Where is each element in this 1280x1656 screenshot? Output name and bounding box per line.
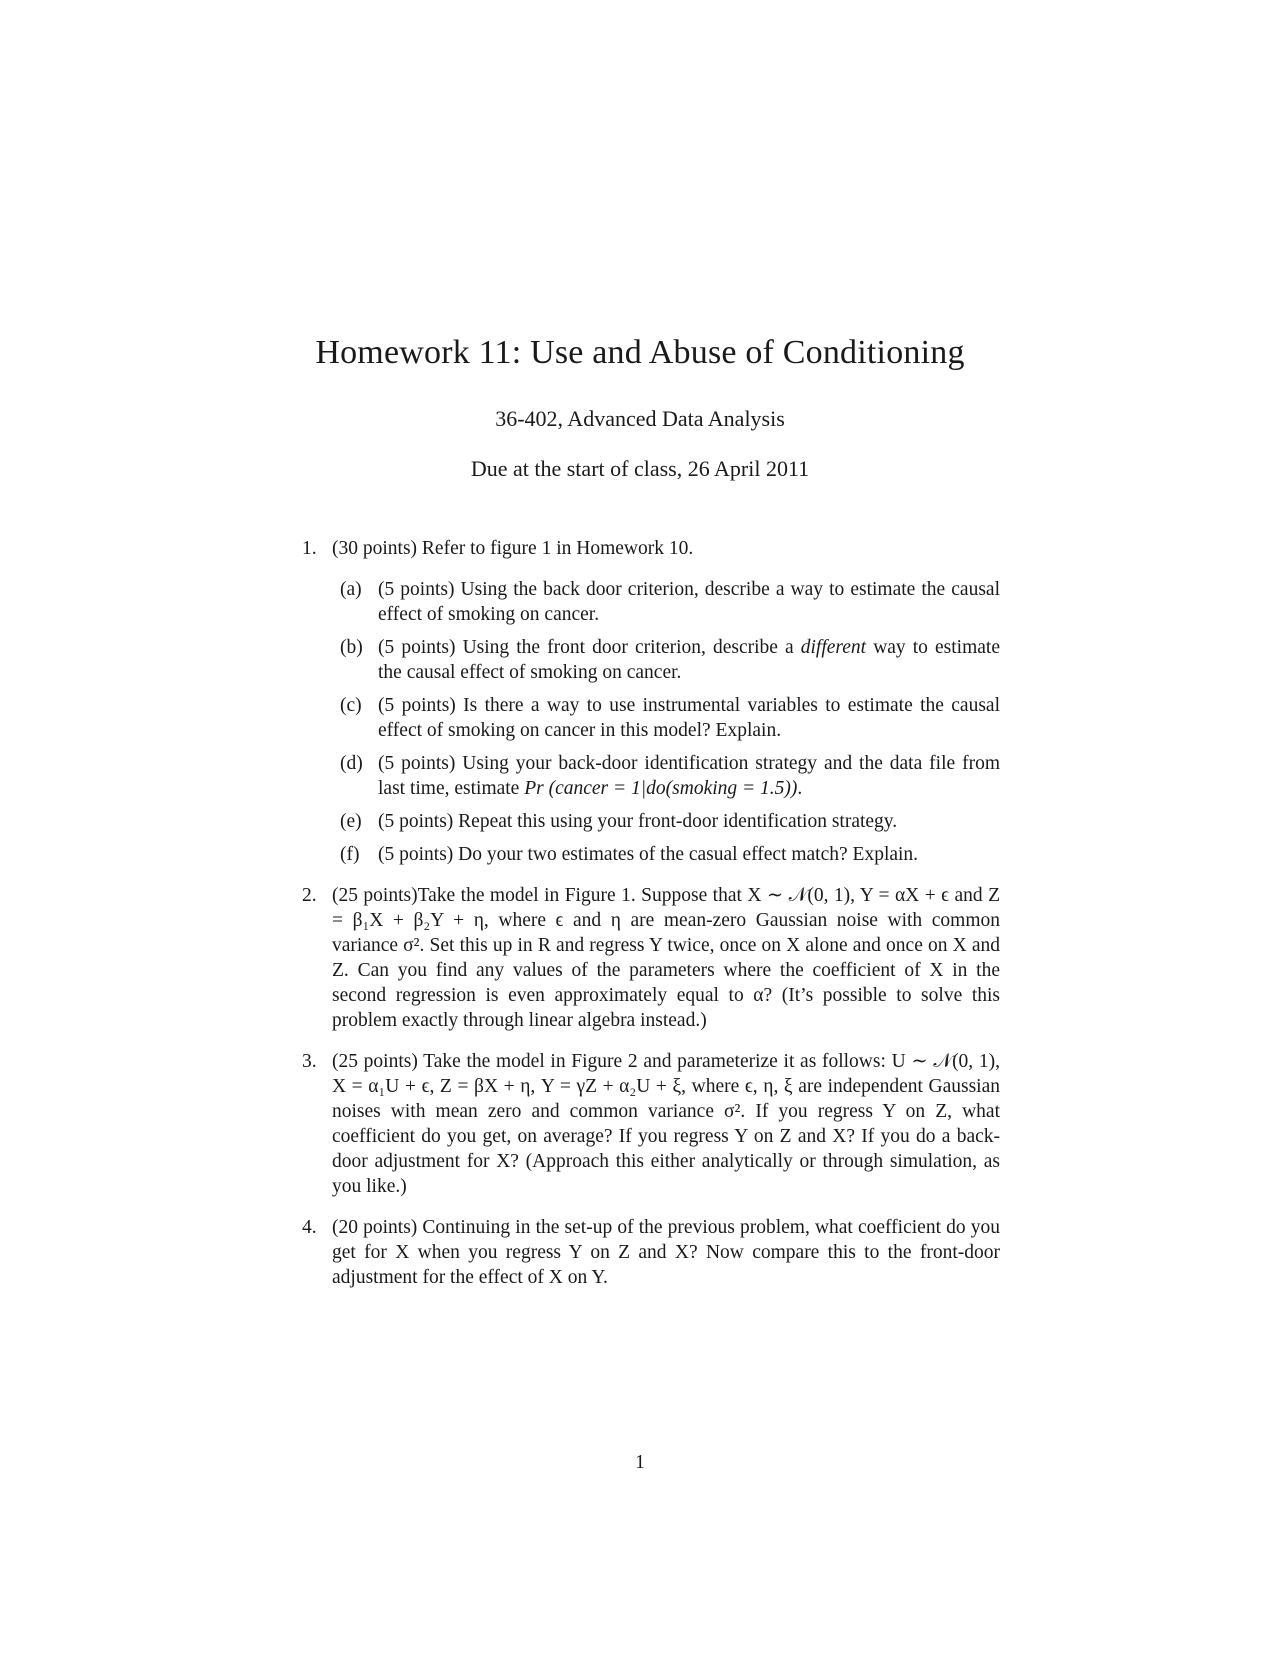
part-a [340,577,1000,627]
problem-text: (25 points)Take the model in Figure 1. Suppose that X ∼ 𝒩(0, 1), Y = αX + ϵ and Z = β₁X + β₂Y + η, where ϵ and η are mean-zero Gaussian noise with common variance σ². Set this up in R and regress Y twice, once on X alone and once on X and Z. Can you find any values of the parameters where the coefficient of X in the second regression is even approximately equal to α? (It’s possible to solve this problem exactly through linear algebra instead.) [332,885,1000,1031]
part-text-after: . [797,778,803,799]
part-label: (f) [340,844,360,865]
part-text: (5 points) Using the front door criterion, describe a [378,637,801,658]
problem-3 [302,1049,1000,1199]
part-text: (5 points) Using the back door criterion, describe a way to estimate the causal effect of smoking on cancer. [378,579,1000,625]
part-label: (e) [340,811,362,832]
problem-number: 3. [302,1051,317,1072]
part-d [340,751,1000,801]
part-label: (c) [340,695,362,716]
problem-number: 4. [302,1217,317,1238]
part-b [340,635,1000,685]
problem-text: (25 points) Take the model in Figure 2 and parameterize it as follows: U ∼ 𝒩(0, 1), X = α₁U + ϵ, Z = βX + η, Y = γZ + α₂U + ξ, where ϵ, η, ξ are independent Gaussian noises with mean zero and common variance σ². If you regress Y on Z, what coefficient do you get, on average? If you regress Y on Z and X? If you do a back-door adjustment for X? (Approach this either analytically or through simulation, as you like.) [332,1051,1000,1197]
problem-number: 2. [302,885,317,906]
problem-number: 1. [302,538,317,559]
part-emphasis: different [800,637,867,658]
part-label: (b) [340,637,363,658]
due-date: Due at the start of class, 26 April 2011 [470,456,810,481]
part-e [340,809,1000,834]
problem-list [302,536,1000,1306]
problem-text: (30 points) Refer to figure 1 in Homework 10. [332,538,694,559]
page-number: 1 [635,1452,645,1473]
part-text: (5 points) Is there a way to use instrumental variables to estimate the causal effect of smoking on cancer in this model? Explain. [378,695,1000,741]
part-text: (5 points) Using your back-door identification strategy and the data file from last time, estimate [378,753,1000,799]
part-text: (5 points) Repeat this using your front-door identification strategy. [378,811,898,832]
page-title: Homework 11: Use and Abuse of Conditioning [315,334,965,371]
part-math: Pr (cancer = 1|do(smoking = 1.5)) [524,778,798,799]
problem-1-parts [340,577,1000,867]
problem-text: (20 points) Continuing in the set-up of the previous problem, what coefficient do you get for X when you regress Y on Z and X? Now compare this to the front-door adjustment for the effect of X on Y. [332,1217,1000,1288]
part-c [340,693,1000,743]
part-label: (a) [340,579,362,600]
part-label: (d) [340,753,363,774]
problem-4 [302,1215,1000,1290]
course-name: 36-402, Advanced Data Analysis [495,406,785,431]
part-text-after: way to estimate the causal effect of smoking on cancer. [378,637,1000,683]
problem-2 [302,883,1000,1033]
part-text: (5 points) Do your two estimates of the casual effect match? Explain. [378,844,919,865]
part-f [340,842,1000,867]
problem-1 [302,536,1000,867]
